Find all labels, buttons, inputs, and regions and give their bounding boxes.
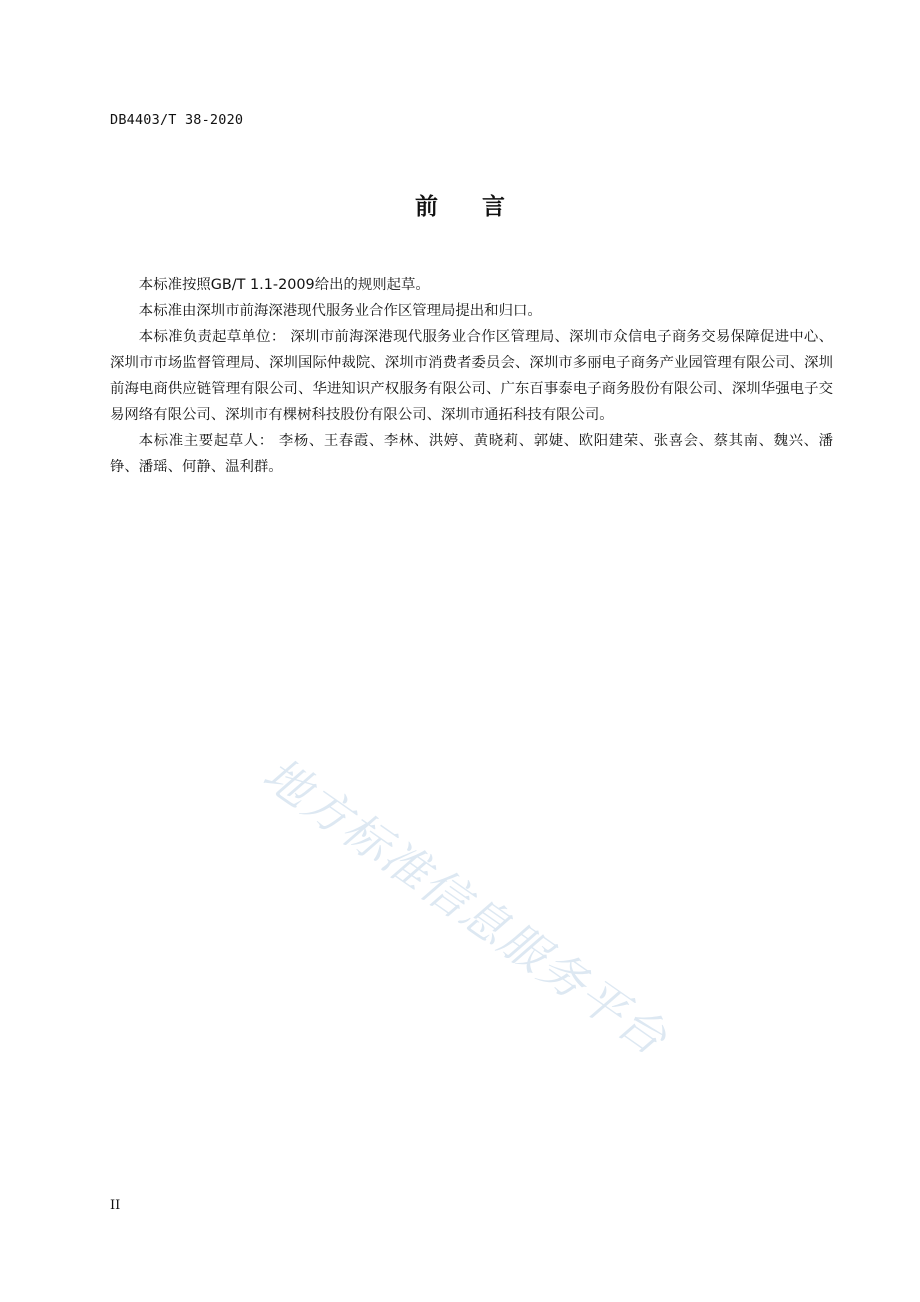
document-code: DB4403/T 38-2020 bbox=[110, 112, 244, 128]
paragraph-drafters: 本标准主要起草人： 李杨、王春霞、李林、洪婷、黄晓莉、郭婕、欧阳建荣、张喜会、蔡其南、魏兴、潘铮、潘瑶、何静、温利群。 bbox=[110, 433, 833, 475]
foreword-body bbox=[110, 272, 833, 480]
watermark: 地方标准信息服务平台 bbox=[253, 746, 678, 1067]
page-title: 前言 bbox=[415, 194, 549, 220]
page-number: II bbox=[110, 1198, 121, 1213]
paragraph-drafting-units: 本标准负责起草单位： 深圳市前海深港现代服务业合作区管理局、深圳市众信电子商务交易保障促进中心、深圳市市场监督管理局、深圳国际仲裁院、深圳市消费者委员会、深圳市多丽电子商务产业园管理有限公司、深圳前海电商供应链管理有限公司、华进知识产权服务有限公司、广东百事泰电子商务股份有限公司、深圳华强电子交易网络有限公司、深圳市有棵树科技股份有限公司、深圳市通拓科技有限公司。 bbox=[110, 329, 833, 423]
paragraph-proposer: 本标准由深圳市前海深港现代服务业合作区管理局提出和归口。 bbox=[138, 303, 542, 319]
paragraph-drafting-rules: 本标准按照GB/T 1.1-2009给出的规则起草。 bbox=[138, 277, 430, 293]
